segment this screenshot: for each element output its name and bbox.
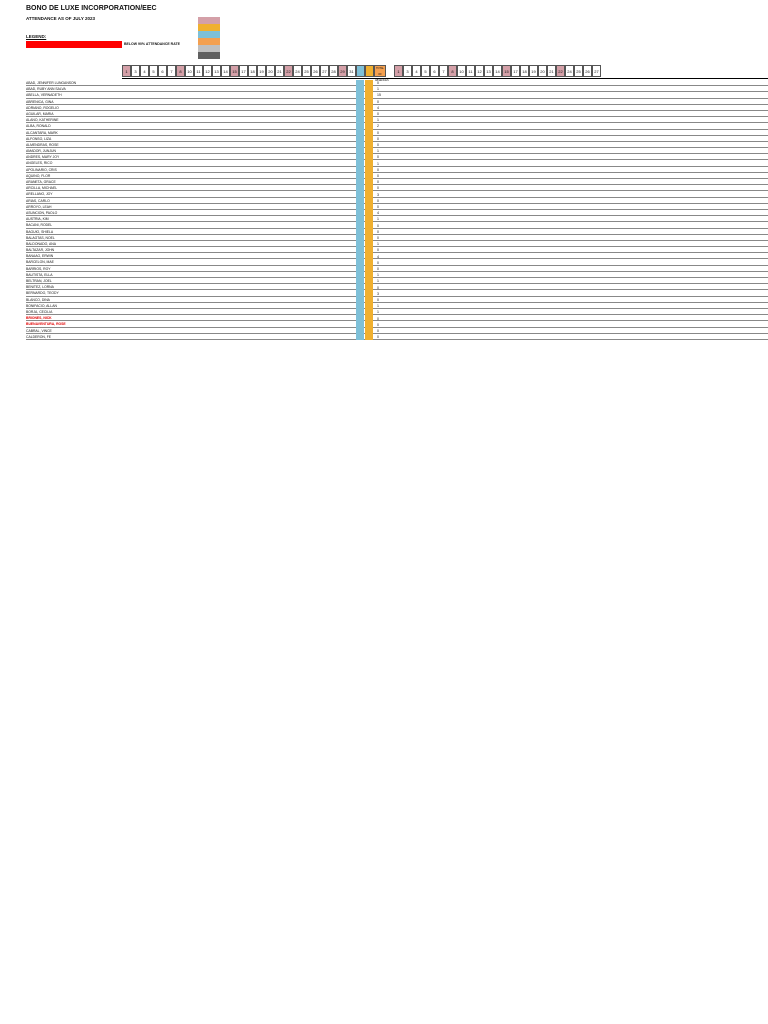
employee-name: ALANO, KATHERINE (26, 117, 122, 123)
day-header-cell: 26 (311, 65, 320, 77)
day-header-cell (365, 65, 374, 77)
day-header-cell: 11 (194, 65, 203, 77)
day-header-cell: 19 (529, 65, 538, 77)
day-header-cell: 25 (574, 65, 583, 77)
day-header-cell: 29 (338, 65, 347, 77)
total-absences-value: 0 (377, 322, 379, 327)
day-header-cell: 12 (203, 65, 212, 77)
employee-name: ABAD, RUBY ANN SALVA (26, 86, 122, 92)
employee-name: ANGELES, RICO (26, 160, 122, 166)
day-header-cell: 24 (293, 65, 302, 77)
employee-name: BRIONES, NICK (26, 315, 122, 321)
day-header-cell: 13 (484, 65, 493, 77)
employee-name: CALDERON, FE (26, 334, 122, 340)
total-absences-value: 0 (377, 248, 379, 253)
total-absences-value: 0 (377, 174, 379, 178)
day-header-cell: 8 (448, 65, 457, 77)
day-header-cell: 7 (439, 65, 448, 77)
employee-name: BONIFACIO, ALLAN (26, 303, 122, 309)
employee-name: ASUNCION, PAOLO (26, 210, 122, 216)
day-header-cell: 3 (131, 65, 140, 77)
day-header-cell: 5 (149, 65, 158, 77)
employee-name: ALCANTARA, MARK (26, 130, 122, 136)
total-absences-value: 4 (377, 105, 379, 110)
day-header-cell: 15 (230, 65, 239, 77)
day-header-cell: 14 (493, 65, 502, 77)
total-absences-value: 0 (377, 335, 379, 340)
legend-swatches (198, 17, 220, 59)
total-absences-value: 0 (377, 130, 379, 135)
employee-name: BORJA, CECILIA (26, 309, 122, 315)
employee-name: BANAAG, ERWIN (26, 253, 122, 259)
page-subtitle: ATTENDANCE AS OF JULY 2023 (26, 16, 96, 21)
total-absences-value: 0 (377, 167, 379, 172)
day-header-cell: 28 (329, 65, 338, 77)
day-header-cell: 21 (547, 65, 556, 77)
day-header-cell: 18 (520, 65, 529, 77)
total-absences-value: 1 (377, 279, 379, 284)
legend-swatch (198, 24, 220, 31)
employee-name: BARRIOS, ROY (26, 266, 122, 272)
day-header-cell: 13 (212, 65, 221, 77)
late-column-stripe (365, 80, 373, 340)
employee-name: BUENAVENTURA, ROSE (26, 321, 122, 327)
total-absences-value: 0 (377, 267, 379, 271)
total-absences-value: 1 (377, 118, 379, 123)
day-header-cell: 6 (158, 65, 167, 77)
employee-name: BARCELON, MAE (26, 259, 122, 265)
employee-name: BLANCO, DINA (26, 297, 122, 303)
day-header-cell: 27 (592, 65, 601, 77)
total-absences-value: 4 (377, 254, 379, 259)
day-header-cell: 1 (122, 65, 131, 77)
legend-swatch (198, 38, 220, 45)
total-absences-value: 1 (377, 87, 379, 92)
total-absences-value: 0 (377, 155, 379, 160)
day-header-cell: 25 (302, 65, 311, 77)
day-header-cell: TOTAL OF ABSENCES (375, 67, 389, 82)
total-absences-value: 0 (377, 180, 379, 185)
total-absences-value: 0 (377, 136, 379, 141)
day-header-cell: 4 (412, 65, 421, 77)
employee-name: BENITEZ, LORNA (26, 284, 122, 290)
day-header-cell: 7 (167, 65, 176, 77)
day-header-cell: 19 (257, 65, 266, 77)
total-absences-value: 0 (377, 298, 379, 302)
day-header-cell: 10 (457, 65, 466, 77)
total-absences-value: 1 (377, 273, 379, 278)
day-header-cell (386, 65, 394, 77)
employee-name: ALMENDRAS, ROSE (26, 142, 122, 148)
total-absences-value: 15 (377, 93, 381, 98)
day-header-cell: 5 (421, 65, 430, 77)
employee-name: BELTRAN, JOEL (26, 278, 122, 284)
employee-name: ARIAS, CARLO (26, 198, 122, 204)
day-header-cell: 17 (511, 65, 520, 77)
legend-swatch (198, 52, 220, 59)
day-header-cell: 21 (275, 65, 284, 77)
legend-swatch (198, 17, 220, 24)
page-title: BONO DE LUXE INCORPORATION/EEC (26, 5, 157, 12)
total-absences-value: 0 (377, 186, 379, 191)
day-header-cell: 14 (221, 65, 230, 77)
day-header-cell: 17 (239, 65, 248, 77)
day-header-cell: 6 (430, 65, 439, 77)
employee-name: ARCILLA, MICHAEL (26, 185, 122, 191)
employee-name: BALTAZAR, JOHN (26, 247, 122, 253)
total-absences-value: 0 (377, 329, 379, 333)
total-absences-value: 0 (377, 81, 379, 85)
employee-name: BAGUIO, SHIELA (26, 229, 122, 235)
employee-name: ADRIANO, ROGELIO (26, 105, 122, 111)
total-absences-value: 0 (377, 260, 379, 265)
employee-name: ARELLANO, JOY (26, 191, 122, 197)
day-header-cell: 1 (394, 65, 403, 77)
total-absences-value: 3 (377, 291, 379, 296)
employee-name: ANDRES, MARY JOY (26, 154, 122, 160)
employee-name: ABAD, JENNIFER LUNGANSON (26, 80, 122, 86)
table-row (122, 334, 768, 340)
employee-name: AGUILAR, MARIA (26, 111, 122, 117)
employee-name: BERNARDO, TEODY (26, 290, 122, 296)
day-header-cell: 11 (466, 65, 475, 77)
total-absences-value: 1 (377, 161, 379, 166)
day-header-cell: 10 (185, 65, 194, 77)
day-header-cell: 22 (556, 65, 565, 77)
legend-swatch (198, 31, 220, 38)
day-header-cell: 4 (140, 65, 149, 77)
employee-name: ALFONSO, LIZA (26, 136, 122, 142)
day-header-cell: 20 (538, 65, 547, 77)
rate-column-stripe (356, 80, 364, 340)
day-header-cell: 24 (565, 65, 574, 77)
total-absences-value: 2 (377, 124, 379, 129)
day-header-cell: 27 (320, 65, 329, 77)
day-header-cell (356, 65, 365, 77)
day-header-cell: 3 (403, 65, 412, 77)
day-header-row (122, 64, 768, 82)
employee-name: CABRAL, VINCE (26, 328, 122, 334)
total-absences-value: 3 (377, 192, 379, 197)
employee-name: BAUTISTA, ELLA (26, 272, 122, 278)
legend-swatch (198, 45, 220, 52)
total-absences-value: 0 (377, 198, 379, 203)
day-header-cell: 12 (475, 65, 484, 77)
total-absences-value: 0 (377, 285, 379, 290)
total-absences-value: 1 (377, 304, 379, 309)
day-header-cell: 26 (583, 65, 592, 77)
legend-text: BELOW 90% ATTENDANCE RATE (124, 42, 180, 46)
total-absences-value: 0 (377, 205, 379, 209)
employee-name: ARANETA, GRACE (26, 179, 122, 185)
day-header-cell: 22 (284, 65, 293, 77)
day-header-cell: 18 (248, 65, 257, 77)
employee-name: ARROYO, LEAH (26, 204, 122, 210)
employee-name: AQUINO, FLOR (26, 173, 122, 179)
total-absences-value: 0 (377, 143, 379, 147)
legend-label: LEGEND: (26, 34, 47, 39)
total-absences-value: 1 (377, 242, 379, 247)
day-header-cell: 31 (347, 65, 356, 77)
total-absences-value: 1 (377, 217, 379, 222)
day-header-cell: 20 (266, 65, 275, 77)
employee-name: BALAGTAS, NOEL (26, 235, 122, 241)
total-absences-value: 0 (377, 316, 379, 321)
employee-name: AMADOR, JUNJUN (26, 148, 122, 154)
employee-name-column (26, 80, 122, 340)
employee-name: ABRENICA, GINA (26, 99, 122, 105)
employee-name: ABELLA, VERNADETH (26, 92, 122, 98)
employee-name: AUSTRIA, KIM (26, 216, 122, 222)
employee-name: BALDONADO, ANA (26, 241, 122, 247)
day-header-cell: 8 (176, 65, 185, 77)
total-absences-value: 0 (377, 223, 379, 228)
day-header-cell: 15 (502, 65, 511, 77)
total-absences-value: 1 (377, 149, 379, 154)
total-absences-value: 1 (377, 310, 379, 315)
legend-red-bar (26, 41, 122, 48)
total-absences-value: 0 (377, 229, 379, 234)
employee-name: BACANI, RODEL (26, 222, 122, 228)
total-absences-value: 0 (377, 99, 379, 104)
total-absences-value: 4 (377, 211, 379, 216)
employee-name: APOLINARIO, CRIS (26, 167, 122, 173)
total-absences-value: 0 (377, 236, 379, 240)
attendance-grid (122, 80, 768, 340)
employee-name: ALBA, RONALD (26, 123, 122, 129)
total-absences-value: 0 (377, 112, 379, 116)
